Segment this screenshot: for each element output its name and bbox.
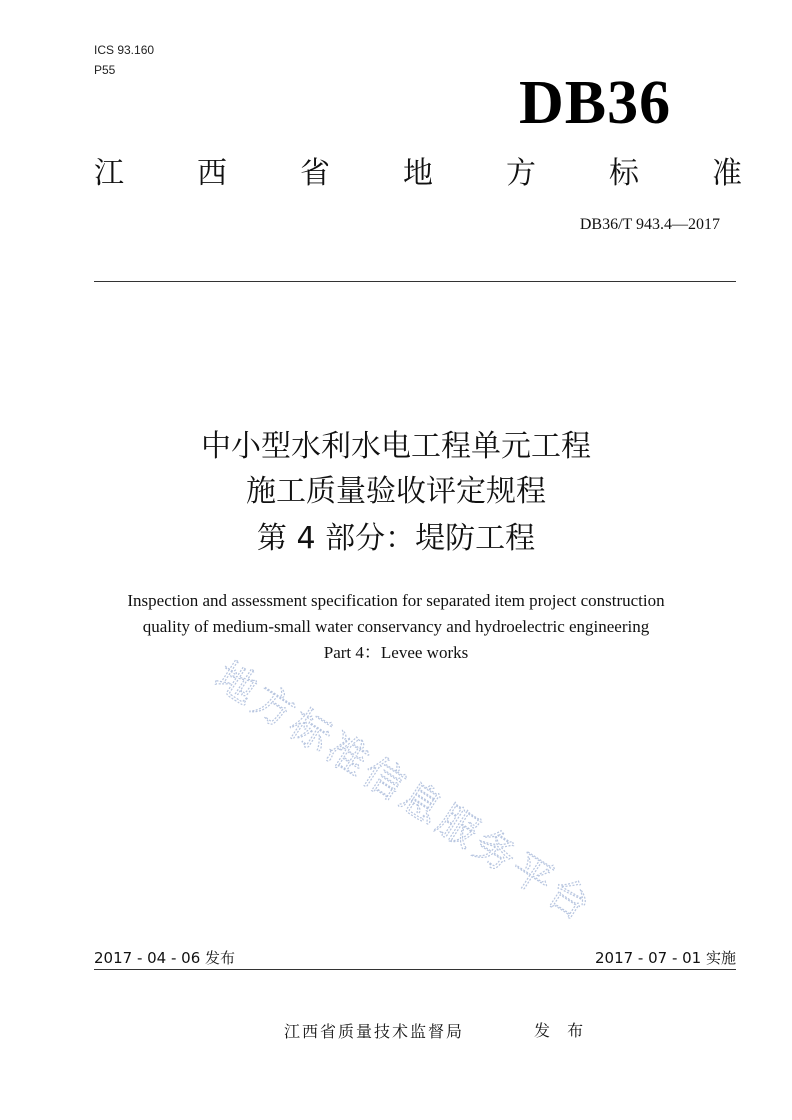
standard-type-heading	[94, 152, 742, 196]
effective-date: 2017 - 07 - 01 实施	[594, 949, 736, 967]
watermark-char: 服	[428, 797, 487, 858]
header-divider	[94, 281, 736, 282]
watermark-char: 务	[465, 821, 524, 882]
watermark-char: 准	[317, 725, 377, 786]
english-title-line-1: Inspection and assessment specification for separated item project construction	[127, 591, 665, 610]
standard-type-char: 西	[197, 156, 227, 191]
issuing-authority: 江西省质量技术监督局	[284, 1022, 465, 1041]
issue-label: 发 布	[534, 1021, 590, 1040]
standard-type-char: 方	[506, 156, 536, 191]
standard-type-char: 地	[403, 156, 433, 191]
watermark-char: 信	[354, 749, 414, 810]
watermark	[200, 650, 660, 940]
english-title-line-2: quality of medium-small water conservancy and hydroelectric engineering	[142, 617, 650, 636]
footer-divider	[94, 969, 736, 970]
standard-type-char: 江	[94, 156, 124, 191]
ics-code: ICS 93.160	[94, 43, 155, 57]
title-line-1: 中小型水利水电工程单元工程	[201, 429, 591, 464]
standard-code: DB36	[519, 69, 672, 137]
ccs-code: P55	[94, 63, 116, 77]
standard-type-char: 省	[300, 156, 330, 191]
english-title-line-3: Part 4：Levee works	[323, 643, 469, 662]
standard-number: DB36/T 943.4—2017	[579, 216, 720, 233]
publish-date: 2017 - 04 - 06 发布	[94, 949, 236, 967]
title-line-3: 第 4 部分：堤防工程	[256, 521, 536, 556]
standard-type-char: 标	[609, 156, 639, 191]
watermark-char: 标	[280, 701, 340, 762]
watermark-char: 方	[243, 677, 303, 738]
ics-classification	[94, 40, 154, 80]
standard-type-char: 准	[712, 156, 742, 191]
watermark-char: 平	[502, 844, 561, 906]
watermark-char: 台	[539, 868, 598, 930]
watermark-char: 地	[206, 653, 266, 714]
title-line-2: 施工质量验收评定规程	[246, 474, 546, 509]
watermark-char: 息	[391, 773, 451, 834]
